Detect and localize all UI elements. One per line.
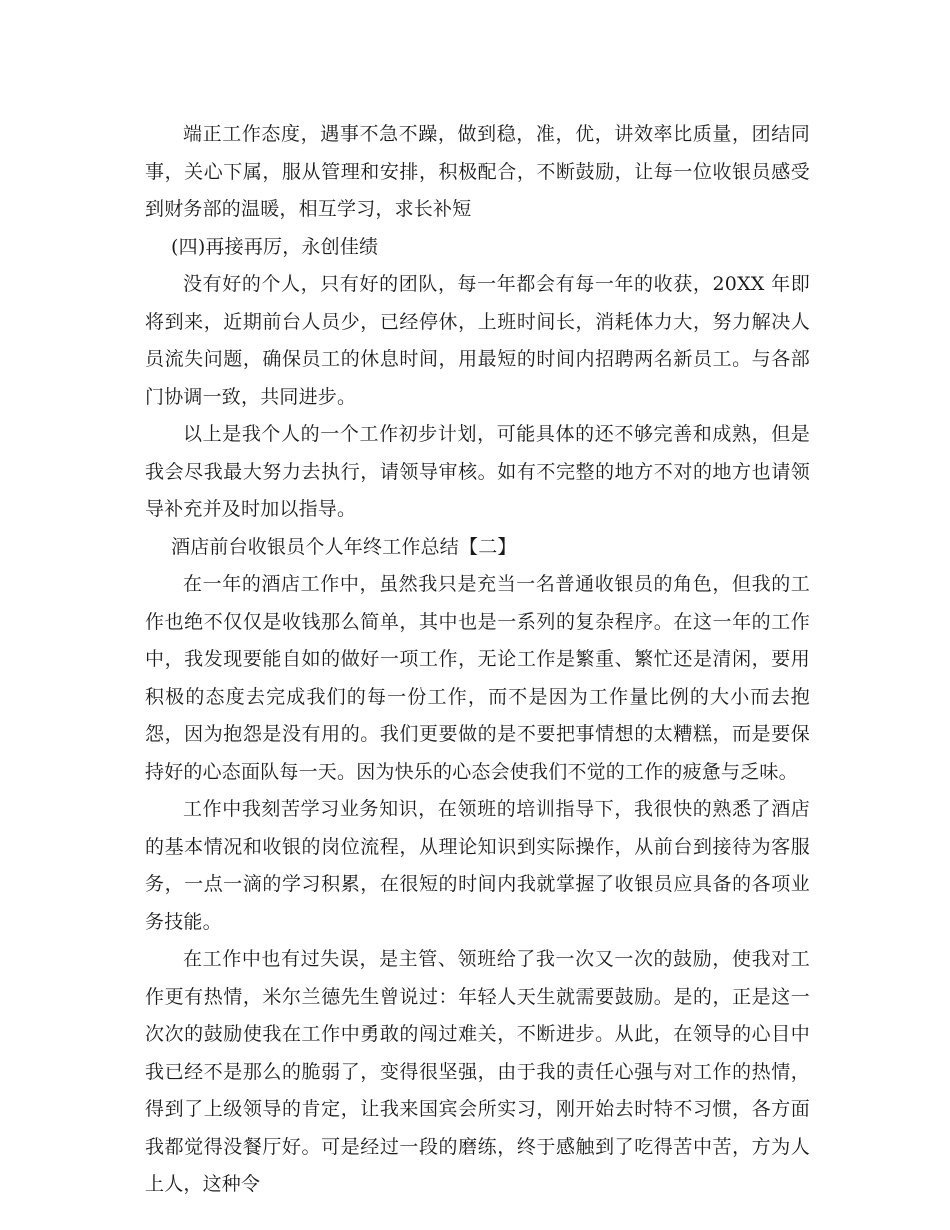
- paragraph-mistakes: 在工作中也有过失误，是主管、领班给了我一次又一次的鼓励，使我对工作更有热情，米尔兰德先生曾说过：年轻人天生就需要鼓励。是的，正是这一次次的鼓励使我在工作中勇敢的闯过难关，不断进步。从此，在领导的心目中我已经不是那么的脆弱了，变得很坚强，由于我的责任心强与对工作的热情，得到了上级领导的肯定，让我来国宾会所实习，刚开始去时特不习惯，各方面我都觉得没餐厅好。可是经过一段的磨练，终于感触到了吃得苦中苦，方为人上人，这种令: [145, 948, 810, 1195]
- section-heading-four: (四)再接再厉，永创佳绩: [171, 235, 379, 258]
- paragraph-team: 没有好的个人，只有好的团队，每一年都会有每一年的收获，20XX 年即将到来，近期前台人员少，已经停休，上班时间长，消耗体力大，努力解决人员流失问题，确保员工的休息时间，用最短的时间内招聘两名新员工。与各部门协调一致，共同进步。: [145, 273, 810, 408]
- paragraph-work-attitude: 端正工作态度，遇事不急不躁，做到稳，准，优，讲效率比质量，团结同事，关心下属，服从管理和安排，积极配合，不断鼓励，让每一位收银员感受到财务部的温暖，相互学习，求长补短: [145, 123, 810, 220]
- document-body: [145, 116, 810, 1204]
- paragraph-year-work: 在一年的酒店工作中，虽然我只是充当一名普通收银员的角色，但我的工作也绝不仅仅是收钱那么简单，其中也是一系列的复杂程序。在这一年的工作中，我发现要能自如的做好一项工作，无论工作是繁重、繁忙还是清闲，要用积极的态度去完成我们的每一份工作，而不是因为工作量比例的大小而去抱怨，因为抱怨是没有用的。我们更要做的是不要把事情想的太糟糕，而是要保持好的心态面队每一天。因为快乐的心态会使我们不觉的工作的疲惫与乏味。: [145, 573, 810, 783]
- paragraph-study: 工作中我刻苦学习业务知识，在领班的培训指导下，我很快的熟悉了酒店的基本情况和收银的岗位流程，从理论知识到实际操作，从前台到接待为客服务，一点一滴的学习积累，在很短的时间内我就掌握了收银员应具备的各项业务技能。: [145, 798, 810, 933]
- paragraph-plan-summary: 以上是我个人的一个工作初步计划，可能具体的还不够完善和成熟，但是我会尽我最大努力去执行，请领导审核。如有不完整的地方不对的地方也请领导补充并及时加以指导。: [145, 423, 810, 520]
- section-heading-summary-two: 酒店前台收银员个人年终工作总结【二】: [171, 535, 517, 558]
